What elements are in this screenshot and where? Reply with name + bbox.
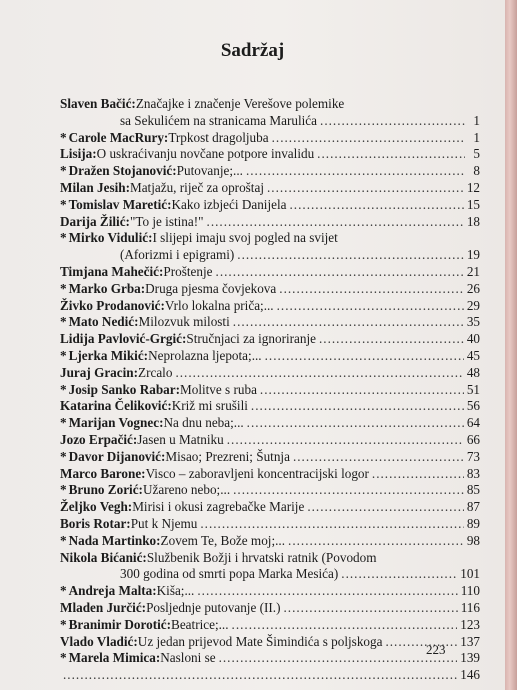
- toc-entry: [60, 281, 480, 298]
- star-marker: *: [60, 196, 67, 212]
- entry-title: Križ mi srušili: [171, 398, 248, 414]
- entry-page-number: 110: [460, 583, 480, 599]
- leader-dots: [233, 482, 464, 499]
- entry-title: Kako izbjeći Danijela: [171, 196, 287, 212]
- toc-entry: [60, 146, 480, 163]
- entry-title: Zrcalo: [138, 364, 173, 380]
- toc-entry: [60, 415, 480, 432]
- entry-title: Užareno nebo;...: [142, 482, 231, 498]
- entry-author: Andreja Malta:: [68, 583, 157, 599]
- leader-dots: [283, 600, 457, 617]
- entry-page-number: 40: [466, 331, 480, 347]
- entry-page-number: 26: [466, 280, 480, 296]
- star-marker: *: [60, 314, 67, 330]
- entry-title: Milozvuk milosti: [138, 314, 230, 330]
- entry-author: Katarina Čeliković:: [60, 398, 172, 414]
- entry-page-number: 35: [466, 314, 480, 330]
- entry-page-number: 51: [466, 381, 480, 397]
- entry-author: Marela Mimica:: [68, 650, 161, 666]
- leader-dots: [288, 533, 464, 550]
- toc-entry: [60, 432, 480, 449]
- page-edge: [505, 0, 517, 690]
- leader-dots: [207, 214, 464, 231]
- table-of-contents: [60, 96, 480, 684]
- entry-title: Put k Njemu: [130, 515, 198, 531]
- toc-entry: [60, 163, 480, 180]
- leader-dots: [279, 281, 464, 298]
- toc-entry: [60, 482, 480, 499]
- entry-author: Mirko Vidulić:: [68, 230, 153, 246]
- entry-page-number: 87: [466, 499, 480, 515]
- toc-entry: [60, 314, 480, 331]
- entry-title: Neprolazna ljepota;...: [148, 347, 262, 363]
- entry-page-number: 56: [466, 398, 480, 414]
- star-marker: *: [60, 163, 67, 179]
- leader-dots: [232, 617, 458, 634]
- leader-dots: [290, 197, 464, 214]
- entry-page-number: 18: [466, 213, 480, 229]
- entry-author: Živko Prodanović:: [60, 297, 165, 313]
- entry-title: Zovem Te, Bože moj;...: [160, 532, 286, 548]
- toc-entry: [60, 264, 480, 281]
- toc-trailing-page: [60, 667, 480, 684]
- leader-dots: [293, 449, 464, 466]
- toc-entry: [60, 331, 480, 348]
- entry-title: I slijepi imaju svoj pogled na svijet: [152, 230, 338, 246]
- toc-entry: [60, 398, 480, 415]
- entry-author: Timjana Mahečić:: [60, 263, 164, 279]
- leader-dots: [307, 499, 464, 516]
- entry-title: Mirisi i okusi zagrebačke Marije: [132, 499, 305, 515]
- entry-author: Dražen Stojanović:: [68, 163, 177, 179]
- entry-author: Lidija Pavlović-Grgić:: [60, 331, 187, 347]
- entry-page-number: 29: [466, 297, 480, 313]
- entry-author: Marko Grba:: [68, 280, 146, 296]
- entry-page-number: 116: [460, 599, 480, 615]
- entry-author: Lisija:: [60, 146, 97, 162]
- star-marker: *: [60, 415, 67, 431]
- entry-page-number: 66: [466, 431, 480, 447]
- leader-dots: [247, 415, 464, 432]
- entry-page-number: 146: [460, 667, 480, 683]
- entry-author: Davor Dijanović:: [68, 448, 166, 464]
- star-marker: *: [60, 347, 67, 363]
- leader-dots: [320, 113, 465, 130]
- leader-dots: [233, 314, 464, 331]
- entry-page-number: 73: [466, 448, 480, 464]
- entry-title: Vrlo lokalna priča;...: [164, 297, 274, 313]
- entry-title-continued: sa Sekulićem na stranicama Marulića: [120, 112, 318, 128]
- entry-title: Visco – zaboravljeni koncentracijski logor: [145, 465, 369, 481]
- toc-entry: [60, 449, 480, 466]
- entry-author: Marco Barone:: [60, 465, 146, 481]
- star-marker: *: [60, 129, 67, 145]
- entry-page-number: 19: [466, 247, 480, 263]
- leader-dots: [267, 180, 464, 197]
- leader-dots: [341, 566, 457, 583]
- entry-title-continued: (Aforizmi i epigrami): [120, 247, 235, 263]
- entry-page-number: 123: [460, 616, 480, 632]
- star-marker: *: [60, 280, 67, 296]
- star-marker: *: [60, 448, 67, 464]
- entry-title: Na dnu neba;...: [163, 415, 244, 431]
- entry-author: Mladen Jurčić:: [60, 599, 147, 615]
- entry-title: Nasloni se: [160, 650, 216, 666]
- toc-entry: [60, 348, 480, 365]
- toc-entry: [60, 96, 480, 130]
- entry-page-number: 98: [466, 532, 480, 548]
- entry-page-number: 89: [466, 515, 480, 531]
- entry-page-number: 5: [473, 146, 480, 162]
- leader-dots: [251, 398, 464, 415]
- entry-page-number: 1: [473, 112, 480, 128]
- leader-dots: [385, 634, 457, 651]
- entry-title: Uz jedan prijevod Mate Šimindića s poljskoga: [137, 633, 383, 649]
- entry-page-number: 85: [466, 482, 480, 498]
- entry-author: Darija Žilić:: [60, 213, 130, 229]
- leader-dots: [63, 667, 457, 684]
- toc-entry: [60, 499, 480, 516]
- entry-page-number: 83: [466, 465, 480, 481]
- entry-author: Josip Sanko Rabar:: [68, 381, 180, 397]
- entry-author: Nikola Bićanić:: [60, 549, 147, 565]
- entry-page-number: 48: [466, 364, 480, 380]
- entry-author: Boris Rotar:: [60, 515, 131, 531]
- leader-dots: [277, 298, 464, 315]
- leader-dots: [197, 583, 457, 600]
- entry-title: Misao; Prezreni; Šutnja: [165, 448, 290, 464]
- leader-dots: [200, 516, 463, 533]
- leader-dots: [227, 432, 464, 449]
- entry-page-number: 139: [460, 650, 480, 666]
- entry-author: Bruno Zorić:: [68, 482, 143, 498]
- star-marker: *: [60, 650, 67, 666]
- entry-author: Mato Nedić:: [68, 314, 139, 330]
- toc-entry: [60, 550, 480, 584]
- toc-entry: [60, 650, 480, 667]
- toc-entry: [60, 617, 480, 634]
- star-marker: *: [60, 381, 67, 397]
- leader-dots: [317, 146, 465, 163]
- entry-author: Vlado Vladić:: [60, 633, 138, 649]
- star-marker: *: [60, 230, 67, 246]
- entry-title-continued: 300 godina od smrti popa Marka Mesića): [120, 566, 339, 582]
- toc-entry: [60, 600, 480, 617]
- leader-dots: [272, 130, 465, 147]
- page-title: Sadržaj: [220, 40, 285, 61]
- leader-dots: [219, 650, 458, 667]
- toc-entry: [60, 180, 480, 197]
- entry-title: Proštenje: [163, 263, 213, 279]
- leader-dots: [175, 365, 463, 382]
- entry-title: Kiša;...: [156, 583, 195, 599]
- toc-entry: [60, 197, 480, 214]
- toc-entry: [60, 516, 480, 533]
- entry-title: Putovanje;...: [176, 163, 243, 179]
- entry-title: Posljednje putovanje (II.): [146, 599, 281, 615]
- leader-dots: [216, 264, 464, 281]
- star-marker: *: [60, 482, 67, 498]
- leader-dots: [260, 382, 464, 399]
- toc-entry: [60, 466, 480, 483]
- entry-author: Jozo Erpačić:: [60, 431, 138, 447]
- star-marker: *: [60, 583, 67, 599]
- toc-entry: [60, 298, 480, 315]
- entry-title: Jasen u Matniku: [137, 431, 224, 447]
- entry-title: "To je istina!": [129, 213, 204, 229]
- entry-title: O uskraćivanju novčane potpore invalidu: [96, 146, 315, 162]
- leader-dots: [372, 466, 464, 483]
- star-marker: *: [60, 532, 67, 548]
- entry-page-number: 15: [466, 196, 480, 212]
- entry-page-number: 12: [466, 179, 480, 195]
- entry-title: Druga pjesma čovjekova: [145, 280, 277, 296]
- entry-author: Ljerka Mikić:: [68, 347, 149, 363]
- leader-dots: [237, 247, 464, 264]
- entry-author: Nada Martinko:: [68, 532, 161, 548]
- entry-title: Značajke i značenje Verešove polemike: [135, 96, 345, 111]
- entry-page-number: 45: [466, 347, 480, 363]
- entry-page-number: 1: [473, 129, 480, 145]
- entry-author: Branimir Dorotić:: [68, 616, 172, 632]
- entry-page-number: 8: [473, 163, 480, 179]
- leader-dots: [265, 348, 464, 365]
- entry-author: Milan Jesih:: [60, 179, 130, 195]
- entry-title: Matjažu, riječ za oproštaj: [129, 179, 264, 195]
- entry-author: Tomislav Maretić:: [68, 196, 172, 212]
- entry-author: Marijan Vognec:: [68, 415, 164, 431]
- toc-entry: [60, 214, 480, 231]
- entry-page-number: 64: [466, 415, 480, 431]
- toc-entry: [60, 230, 480, 264]
- toc-entry: [60, 583, 480, 600]
- entry-title: Beatrice;...: [171, 616, 229, 632]
- entry-title: Molitve s ruba: [180, 381, 257, 397]
- entry-title: Službenik Božji i hrvatski ratnik (Povodom: [146, 549, 377, 565]
- entry-title: Trpkost dragoljuba: [168, 129, 269, 145]
- entry-page-number: 137: [460, 633, 480, 649]
- entry-author: Slaven Bačić:: [60, 96, 136, 111]
- page-number: 223: [426, 642, 446, 657]
- toc-entry: [60, 130, 480, 147]
- toc-entry: [60, 634, 480, 651]
- leader-dots: [319, 331, 464, 348]
- entry-author: Željko Vegh:: [60, 499, 133, 515]
- entry-title: Stručnjaci za ignoriranje: [186, 331, 316, 347]
- entry-page-number: 21: [466, 263, 480, 279]
- leader-dots: [246, 163, 465, 180]
- entry-author: Juraj Gracin:: [60, 364, 139, 380]
- toc-entry: [60, 382, 480, 399]
- toc-entry: [60, 365, 480, 382]
- star-marker: *: [60, 616, 67, 632]
- entry-page-number: 101: [460, 566, 480, 582]
- toc-entry: [60, 533, 480, 550]
- entry-author: Carole MacRury:: [68, 129, 169, 145]
